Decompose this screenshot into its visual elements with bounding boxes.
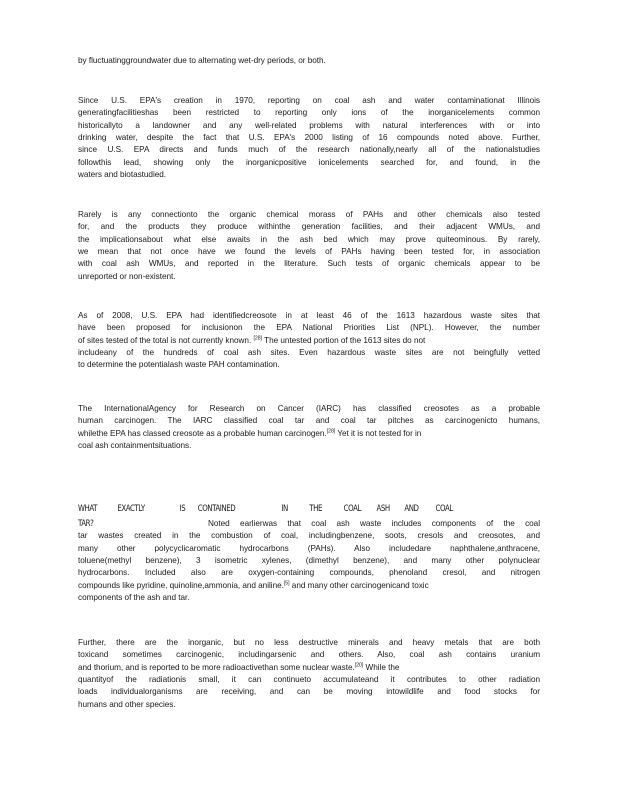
text-segment: and many other carcinogenicand toxic bbox=[289, 580, 429, 590]
text-segment: of sites tested of the total is not currently known. bbox=[78, 335, 252, 345]
heading-word: EXACTLY bbox=[117, 504, 145, 514]
text-line: to determine the potentialash waste PAH contamination. bbox=[78, 360, 280, 370]
text-line-with-citation bbox=[78, 580, 540, 592]
citation-ref: [20] bbox=[354, 662, 364, 669]
heading-word: IS bbox=[179, 504, 186, 514]
text-line: unreported or non-existent. bbox=[78, 271, 176, 281]
text-line: followthis lead, showing only the inorganicpositive ionicelements searched for, and found, in the bbox=[78, 157, 540, 167]
paragraph-coal-tar-components bbox=[78, 518, 540, 604]
heading-word: THE bbox=[309, 504, 322, 514]
citation-ref: [5] bbox=[283, 580, 290, 587]
text-segment: Yet it is not tested for in bbox=[335, 428, 422, 438]
text-line: by fluctuatinggroundwater due to alternating wet-dry periods, or both. bbox=[78, 56, 326, 65]
heading-word: COAL bbox=[343, 504, 361, 514]
text-line: The InternationalAgency for Research on Cancer (IARC) has classified creosotes as a probable bbox=[78, 404, 540, 413]
text-line-with-citation bbox=[78, 428, 540, 440]
text-line-with-citation bbox=[78, 335, 540, 347]
text-line-with-citation bbox=[78, 662, 540, 674]
text-line: human carcinogen. The IARC classified coal tar and coal tar pitches as carcinogenicto humans, bbox=[78, 416, 540, 426]
citation-ref: [28] bbox=[253, 335, 262, 342]
section-heading bbox=[78, 503, 453, 515]
text-line: for, and the products they produce withinthe generation facilities, and their adjacent WMUs, and bbox=[78, 222, 540, 232]
text-line: with coal ash WMUs, and reported in the literature. Such tests of organic chemicals appear to be bbox=[78, 259, 540, 269]
text-line: As of 2008, U.S. EPA had identifiedcreosote in at least 46 of the 1613 hazardous waste sites that bbox=[78, 311, 540, 320]
paragraph-pah-connection bbox=[78, 209, 540, 283]
text-line: loads individualorganisms are receiving, and can be moving intowildlife and food stocks for bbox=[78, 687, 540, 697]
section-heading-continued: TAR? bbox=[78, 519, 94, 529]
paragraph-inorganic-metals bbox=[78, 637, 540, 711]
text-line: coal ash containmentsituations. bbox=[78, 441, 192, 451]
text-line: humans and other species. bbox=[78, 699, 176, 709]
citation-ref: [28] bbox=[326, 428, 336, 435]
text-line: Further, there are the inorganic, but no less destructive minerals and heavy metals that are both bbox=[78, 638, 540, 647]
text-line: historicallyto a landowner and any well-related problems with natural interferences with or into bbox=[78, 120, 540, 130]
heading-word: COAL bbox=[435, 504, 453, 514]
text-line: toxicand sometimes carcinogenic, includingarsenic and others. Also, coal ash contains uranium bbox=[78, 650, 540, 660]
text-segment: and thorium, and is reported to be more radioactivethan some nuclear waste. bbox=[78, 662, 355, 672]
heading-word: CONTAINED bbox=[197, 504, 236, 514]
text-segment: The untested portion of the 1613 sites do not bbox=[262, 335, 426, 345]
text-line: drinking water, despite the fact that U.S. EPA's 2000 listing of 16 compounds noted above. Further, bbox=[78, 133, 540, 143]
text-line: Rarely is any connectionto the organic chemical morass of PAHs and other chemicals also tested bbox=[78, 210, 540, 219]
text-line: tar wastes created in the combustion of coal, includingbenzene, soots, cresols and creosotes, and bbox=[78, 531, 540, 541]
paragraph-groundwater-fragment bbox=[78, 55, 540, 67]
text-line: hydrocarbons. Included also are oxygen-containing compounds, phenoland cresol, and nitrogen bbox=[78, 568, 540, 578]
text-line: toluene(methyl benzene), 3 isometric xylenes, (dimethyl benzene), and many other polynuclear bbox=[78, 556, 540, 566]
text-segment: While the bbox=[363, 662, 400, 672]
text-line: waters and biotastudied. bbox=[78, 170, 167, 180]
paragraph-iarc-classification bbox=[78, 403, 540, 452]
text-line: components of the ash and tar. bbox=[78, 593, 190, 603]
heading-word: WHAT bbox=[78, 504, 98, 514]
text-line bbox=[78, 518, 540, 530]
heading-word: IN bbox=[281, 504, 288, 514]
text-line: quantityof the radiationis small, it can continueto accumulateand it contributes to other radiation bbox=[78, 675, 540, 685]
heading-word: ASH bbox=[376, 504, 390, 514]
text-segment: compounds like pyridine, quinoline,ammonia, and aniline. bbox=[78, 580, 284, 590]
text-line: many other polycyclicaromatic hydrocarbons (PAHs). Also includedare naphthalene,anthracene, bbox=[78, 543, 540, 553]
text-segment: Noted earlierwas that coal ash waste includes components of the coal bbox=[208, 519, 540, 528]
text-line: since U.S. EPA directs and funds much of the research nationally,nearly all of the nationalstudies bbox=[78, 145, 540, 155]
text-line: have been proposed for inclusionon the EPA National Priorities List (NPL). However, the number bbox=[78, 323, 540, 333]
heading-word: AND bbox=[404, 504, 419, 514]
text-line: the implicationsabout what else awaits in the ash bed which may prove quiteominous. By rarely, bbox=[78, 234, 540, 244]
text-line: Since U.S. EPA's creation in 1970, reporting on coal ash and water contaminationat Illinois bbox=[78, 96, 540, 105]
text-segment: whilethe EPA has classed creosote as a probable human carcinogen. bbox=[78, 428, 327, 438]
text-line: includeany of the hundreds of coal ash sites. Even hazardous waste sites are not beingfully vetted bbox=[78, 348, 540, 358]
text-line: we mean that not once have we found the levels of PAHs having been tested for, in association bbox=[78, 247, 540, 257]
paragraph-epa-reporting bbox=[78, 95, 540, 181]
text-line: generatingfacilitieshas been restricted to reporting only ions of the inorganicelements common bbox=[78, 108, 540, 118]
paragraph-creosote-sites bbox=[78, 310, 540, 372]
